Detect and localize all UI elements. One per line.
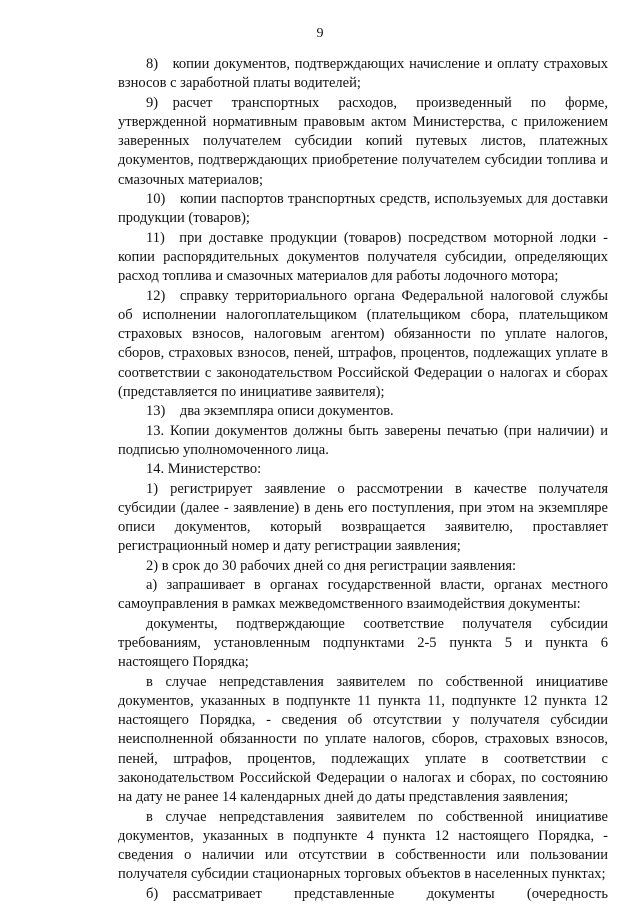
paragraph-item-8: 8) копии документов, подтверждающих начисление и оплату страховых взносов с заработной платы водителей;: [118, 56, 608, 92]
paragraph-trade-objects-info: в случае непредставления заявителем по собственной инициативе документов, указанных в подпункте 4 пункта 12 настоящего Порядка, - сведения о наличии или отсутствии в собственности или пользовании получателя субсидии стационарных торговых объектов в населенных пунктах;: [118, 808, 608, 883]
document-body: [118, 55, 608, 904]
paragraph-subclause-2: 2) в срок до 30 рабочих дней со дня регистрации заявления:: [146, 557, 517, 574]
paragraph-item-9: 9) расчет транспортных расходов, произведенный по форме, утвержденной нормативным правовым актом Министерства, с приложением заверенных получателем субсидии копий путевых листов, платежных документов, подтверждающих приобретение получателем субсидии топлива и смазочных материалов;: [118, 94, 608, 188]
paragraph-item-12: 12) справку территориального органа Федеральной налоговой службы об исполнении налогоплательщиком (плательщиком сбора, плательщиком страховых взносов, налоговым агентом) обязанности по уплате налогов, сборов, страховых взносов, пеней, штрафов, процентов, подлежащих уплате в соответствии с законодательством Российской Федерации о налогах и сборах (представляется по инициативе заявителя);: [118, 287, 608, 401]
paragraph-tax-debt-info: в случае непредставления заявителем по собственной инициативе документов, указанных в подпункте 11 пункта 11, подпункте 12 пункта 12 настоящего Порядка, - сведения об отсутствии у получателя субсидии неисполненной обязанности по уплате налогов, сборов, страховых взносов, пеней, штрафов, процентов, подлежащих уплате в соответствии с законодательством Российской Федерации о налогах и сборах, по состоянию на дату не ранее 14 календарных дней до даты представления заявления;: [118, 673, 608, 806]
paragraph-clause-13: 13. Копии документов должны быть заверены печатью (при наличии) и подписью уполномоченного лица.: [118, 422, 608, 458]
paragraph-subclause-b: б) рассматривает представленные документы (очередность: [146, 885, 608, 902]
paragraph-subclause-1: 1) регистрирует заявление о рассмотрении в качестве получателя субсидии (далее - заявление) в день его поступления, при этом на экземпляре описи документов, который возвращается заявителю, проставляет регистрационный номер и дату регистрации заявления;: [118, 480, 608, 555]
paragraph-item-10: 10) копии паспортов транспортных средств, используемых для доставки продукции (товаров);: [118, 191, 608, 227]
paragraph-documents-requirements: документы, подтверждающие соответствие получателя субсидии требованиям, установленным подпунктами 2-5 пункта 5 и пункта 6 настоящего Порядка;: [118, 615, 608, 671]
paragraph-item-11: 11) при доставке продукции (товаров) посредством моторной лодки - копии распорядительных документов получателя субсидии, определяющих расход топлива и смазочных материалов для работы лодочного мотора;: [118, 229, 608, 285]
paragraph-clause-14: 14. Министерство:: [146, 461, 262, 478]
paragraph-item-13: 13) два экземпляра описи документов.: [146, 403, 394, 420]
page-number: 9: [316, 26, 324, 41]
paragraph-subclause-a: а) запрашивает в органах государственной власти, органах местного самоуправления в рамках межведомственного взаимодействия документы:: [118, 577, 608, 613]
